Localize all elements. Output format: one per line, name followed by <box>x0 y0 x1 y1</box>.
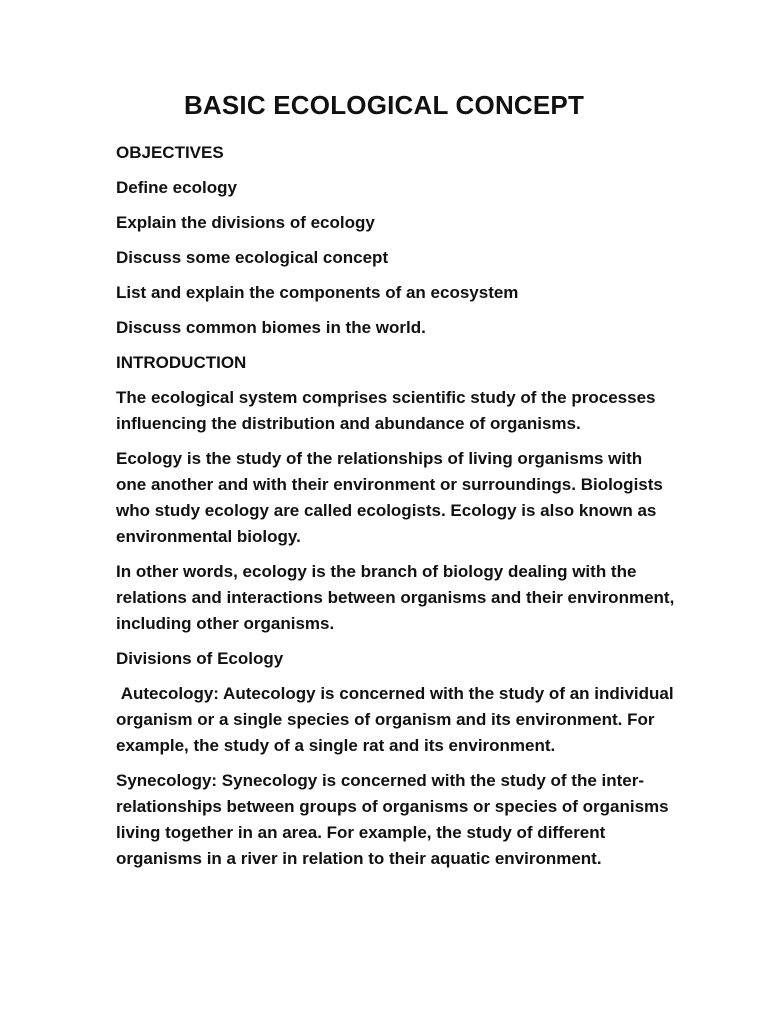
objective-item: Explain the divisions of ecology <box>116 213 375 232</box>
introduction-heading: INTRODUCTION <box>116 353 247 372</box>
division-paragraph-autecology: Autecology: Autecology is concerned with the study of an individual organism or a single species of organism and its environment. For example, the study of a single rat and its environment. <box>116 684 679 755</box>
objective-item: List and explain the components of an ecosystem <box>116 283 519 302</box>
document-body <box>116 140 679 881</box>
divisions-heading: Divisions of Ecology <box>116 649 284 668</box>
objective-item: Discuss common biomes in the world. <box>116 318 426 337</box>
objectives-heading: OBJECTIVES <box>116 143 224 162</box>
objective-item: Discuss some ecological concept <box>116 248 389 267</box>
division-paragraph-synecology: Synecology: Synecology is concerned with the study of the inter-relationships between groups of organisms or species of organisms living together in an area. For example, the study of different organisms in a river in relation to their aquatic environment. <box>116 771 669 868</box>
objective-item: Define ecology <box>116 178 237 197</box>
document-title: BASIC ECOLOGICAL CONCEPT <box>183 90 585 120</box>
introduction-paragraph: In other words, ecology is the branch of biology dealing with the relations and interactions between organisms and their environment, including other organisms. <box>116 562 675 633</box>
introduction-paragraph: Ecology is the study of the relationships of living organisms with one another and with their environment or surroundings. Biologists who study ecology are called ecologists. Ecology is also known as environmental biology. <box>116 449 663 546</box>
introduction-paragraph: The ecological system comprises scientific study of the processes influencing the distribution and abundance of organisms. <box>116 388 656 433</box>
